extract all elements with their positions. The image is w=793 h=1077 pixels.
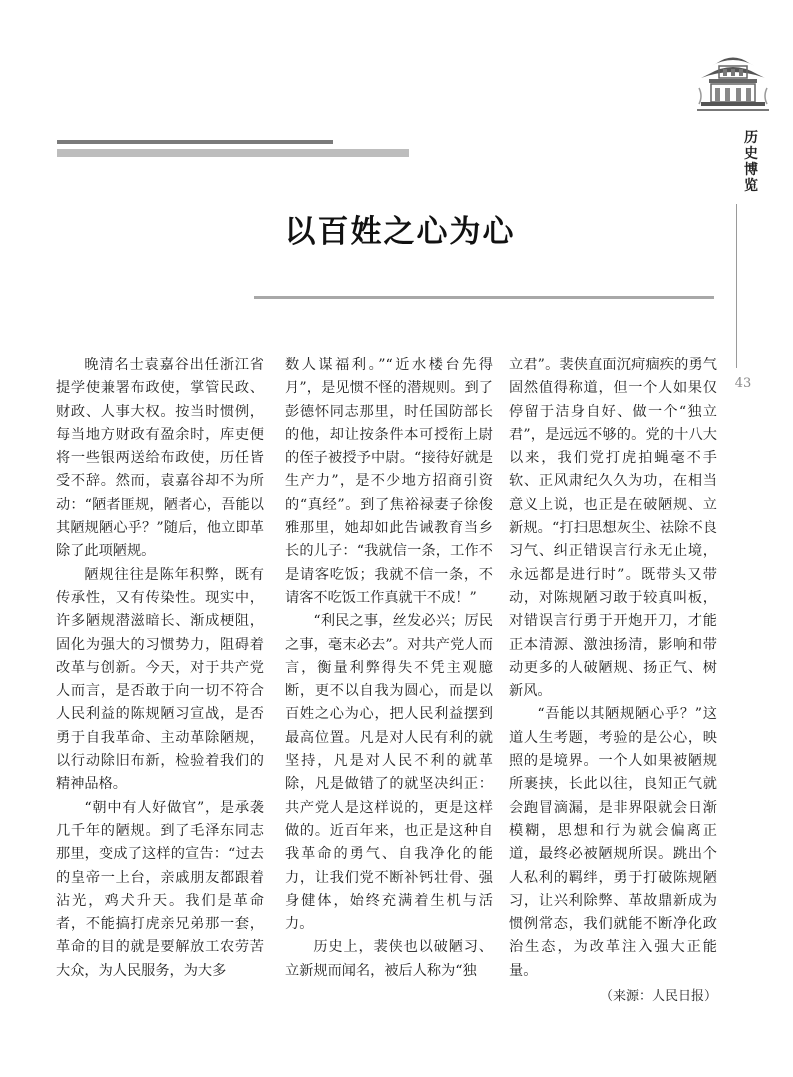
text-column-2 xyxy=(285,354,493,983)
paragraph: “吾能以其陋规陋心乎？”这道人生考题，考验的是公心，映照的是境界。一个人如果被陋规所裹挟，长此以往，良知正气就会跑冒滴漏，是非界限就会日渐模糊，思想和行为就会偏离正道，最终必被陋规所误。跳出个人私利的羁绊，勇于打破陈规陋习，让兴利除弊、革故鼎新成为惯例常态，我们就能不断净化政治生态，为改革注入强大正能量。 xyxy=(509,706,717,979)
paragraph: 陋规往往是陈年积弊，既有传承性，又有传染性。现实中，许多陋规潜滋暗长、渐成梗阻，固化为强大的习惯势力，阻碍着改革与创新。今天，对于共产党人而言，是否敢于向一切不符合人民利益的陈规陋习宣战，是否勇于自我革命、主动革除陋规，以行动除旧布新，检验着我们的精神品格。 xyxy=(56,566,264,793)
section-label: 历史博览 xyxy=(744,130,758,194)
paragraph: “朝中有人好做官”，是承袭几千年的陋规。到了毛泽东同志那里，变成了这样的宣告：“过去的皇帝一上台，亲戚朋友都跟着沾光，鸡犬升天。我们是革命者，不能搞打虎亲兄弟那一套，革命的目的就是要解放工农劳苦大众，为人民服务，为大多 xyxy=(56,799,264,979)
header-bar-dark xyxy=(57,140,333,144)
paragraph: 历史上，裴侠也以破陋习、立新规而闻名，被后人称为“独 xyxy=(285,939,493,979)
paragraph: 数人谋福利。”“近水楼台先得月”，是见惯不怪的潜规则。到了彭德怀同志那里，时任国防部长的他，却让按条件本可授衔上尉的侄子被授予中尉。“接待好就是生产力”，是不少地方招商引资的“真经”。到了焦裕禄妻子徐俊雅那里，她却如此告诫教育当乡长的儿子：“我就信一条，工作不是请客吃饭；我就不信一条，不请客不吃饭工作真就干不成！” xyxy=(285,357,493,606)
margin-divider xyxy=(736,204,737,368)
text-column-1 xyxy=(56,354,264,983)
paragraph: 晚清名士袁嘉谷出任浙江省提学使兼署布政使，掌管民政、财政、人事大权。按当时惯例，每当地方财政有盈余时，库吏便将一些银两送给布政使，历任皆受不辞。然而，袁嘉谷却不为所动：“陋者匪规，陋者心，吾能以其陋规陋心乎？”随后，他立即革除了此项陋规。 xyxy=(56,357,264,560)
header-bar-light xyxy=(57,149,409,157)
pavilion-icon xyxy=(697,48,769,114)
article-source: （来源：人民日报） xyxy=(599,989,717,1005)
article-title: 以百姓之心为心 xyxy=(284,214,516,250)
page-number: 43 xyxy=(734,376,752,391)
title-underline xyxy=(254,296,714,299)
paragraph: 立君”。裴侠直面沉疴痼疾的勇气固然值得称道，但一个人如果仅停留于洁身自好、做一个“独立君”，是远远不够的。党的十八大以来，我们党打虎拍蝇毫不手软、正风肃纪久久为功，在相当意义上说，也正是在破陋规、立新规。“打扫思想灰尘、祛除不良习气、纠正错误言行永无止境，永远都是进行时”。既带头又带动，对陈规陋习敢于较真叫板，对错误言行勇于开炮开刀，才能正本清源、激浊扬清，影响和带动更多的人破陋规、扬正气、树新风。 xyxy=(509,357,717,700)
paragraph: “利民之事，丝发必兴；厉民之事，毫末必去”。对共产党人而言，衡量利弊得失不凭主观臆断，更不以自我为圆心，而是以百姓之心为心，把人民利益摆到最高位置。凡是对人民有利的就坚持，凡是对人民不利的就革除，凡是做错了的就坚决纠正：共产党人是这样说的，更是这样做的。近百年来，也正是这种自我革命的勇气、自我净化的能力，让我们党不断补钙壮骨、强身健体，始终充满着生机与活力。 xyxy=(285,613,493,933)
text-column-3 xyxy=(509,354,717,1008)
